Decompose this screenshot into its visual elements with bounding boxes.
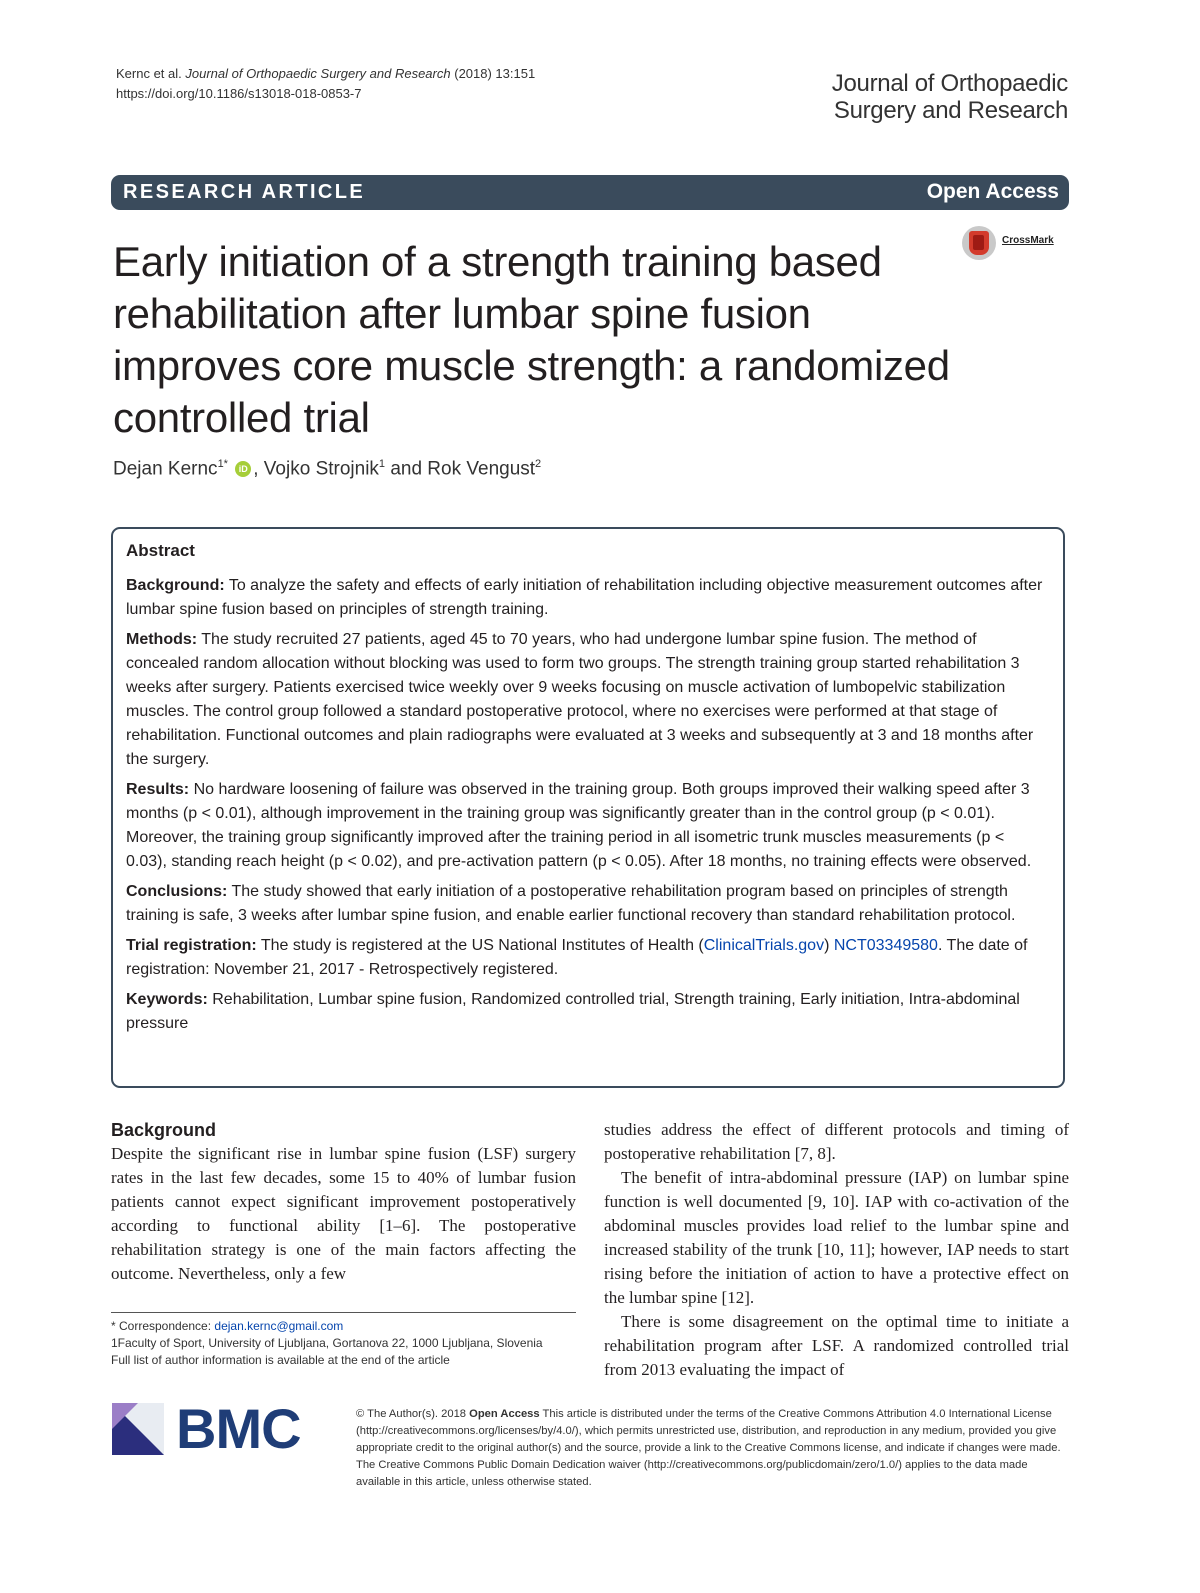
body-paragraph: The benefit of intra-abdominal pressure (IAP) on lumbar spine function is well documented [9, 10]. IAP with co-activation of the abdominal muscles provides load relief to the lumbar spine and increased stability of the trunk [10, 11]; however, IAP needs to start rising before the initiation of action to have a protective effect on the lumbar spine [12]. [604,1168,1069,1307]
body-paragraph: Despite the significant rise in lumbar spine fusion (LSF) surgery rates in the last few decades, some 15 to 40% of lumbar fusion patients cannot expect significant improvement postoperatively according to functional ability [1–6]. The postoperative rehabilitation strategy is one of the main factors affecting the outcome. Nevertheless, only a few [111,1144,576,1283]
abstract-heading: Abstract [126,541,195,560]
journal-name-line2: Surgery and Research [833,97,1068,124]
clinicaltrials-link[interactable]: ClinicalTrials.gov [703,937,825,954]
article-title: Early initiation of a strength training based rehabilitation after lumbar spine fusion improves core muscle strength: a randomized controlled trial [113,238,950,441]
author-affil-sup: 2 [535,458,542,470]
abstract-methods: Methods: The study recruited 27 patients, aged 45 to 70 years, who had undergone lumbar spine fusion. The method of concealed random allocation without blocking was used to form two groups. The strength training group started rehabilitation 3 weeks after surgery. Patients exercised twice weekly over 9 weeks focusing on muscle activation of lumbopelvic stabilization muscles. The control group followed a standard postoperative protocol, where no exercises were performed at that stage of rehabilitation. Functional outcomes and plain radiographs were evaluated at 3 weeks and subsequently at 3 and 18 months after the surgery. [126,631,1034,768]
email-link[interactable]: dejan.kernc@gmail.com [214,1319,344,1333]
crossmark-badge[interactable] [962,226,1070,260]
citation-volume: (2018) 13:151 [454,66,536,81]
nct-link[interactable]: NCT03349580 [833,937,938,954]
bmc-logo-text: BMC [176,1397,301,1460]
body-left-column [111,1118,576,1286]
abstract-keywords: Keywords: Rehabilitation, Lumbar spine fusion, Randomized controlled trial, Strength training, Early initiation, Intra-abdominal pressure [126,991,1020,1032]
crossmark-label: CrossMark [1002,235,1054,246]
body-paragraph: studies address the effect of different protocols and timing of postoperative rehabilitation [7, 8]. [604,1120,1069,1163]
article-type: RESEARCH ARTICLE [123,181,366,203]
author-name[interactable]: , Vojko Strojnik [253,458,379,480]
citation-authors: Kernc et al. [116,66,182,81]
article-banner [111,175,1069,210]
citation-journal: Journal of Orthopaedic Surgery and Research [185,66,451,81]
author-info-note: Full list of author information is available at the end of the article [111,1353,450,1367]
author-name[interactable]: and Rok Vengust [385,458,536,480]
correspondence: * Correspondence: dejan.kernc@gmail.com [111,1319,344,1333]
open-access-label: Open Access [926,180,1059,203]
doi-link[interactable]: https://doi.org/10.1186/s13018-018-0853-7 [116,86,362,101]
body-paragraph: There is some disagreement on the optimal time to initiate a rehabilitation program after LSF. A randomized controlled trial from 2013 evaluating the impact of [604,1312,1069,1379]
footnote-divider [111,1312,576,1313]
abstract-trial-registration: Trial registration: The study is registered at the US National Institutes of Health (ClinicalTrials.gov) NCT03349580. The date of registration: November 21, 2017 - Retrospectively registered. [126,937,1028,978]
orcid-icon[interactable]: iD [235,461,251,477]
citation-header [116,64,535,104]
abstract-background: Background: To analyze the safety and effects of early initiation of rehabilitation including objective measurement outcomes after lumbar spine fusion based on principles of strength training. [126,577,1043,618]
bmc-logo[interactable] [112,1397,332,1460]
journal-name [832,70,1068,124]
footnotes [111,1318,576,1369]
crossmark-icon [962,226,996,260]
journal-name-line1: Journal of Orthopaedic [831,70,1068,97]
abstract-results: Results: No hardware loosening of failure was observed in the training group. Both groups improved their walking speed after 3 months (p < 0.01), although improvement in the training group was significantly greater than in the control group (p < 0.01). Moreover, the training group significantly improved after the training period in all isometric trunk muscles measurements (p < 0.03), standing reach height (p < 0.02), and pre-activation pattern (p < 0.05). After 18 months, no training effects were observed. [126,781,1032,870]
author-name[interactable]: Dejan Kernc [113,458,218,480]
citation-line [116,64,535,84]
author-affil-sup: 1 [378,458,386,470]
license-statement: © The Author(s). 2018 Open Access This article is distributed under the terms of the Creative Commons Attribution 4.0 International License (http://creativecommons.org/licenses/by/4.0/), which permits unrestricted use, distribution, and reproduction in any medium, provided you give appropriate credit to the original author(s) and the source, provide a link to the Creative Commons license, and indicate if changes were made. The Creative Commons Public Domain Dedication waiver (http://creativecommons.org/publicdomain/zero/1.0/) applies to the data made available in this article, unless otherwise stated. [356,1408,1061,1488]
bmc-logo-icon [112,1403,164,1455]
author-list [113,458,541,480]
open-access-note: Open Access [469,1408,540,1420]
body-right-column [604,1118,1069,1382]
abstract-conclusions: Conclusions: The study showed that early initiation of a postoperative rehabilitation program based on principles of strength training is safe, 3 weeks after lumbar spine fusion, and enable earlier functional recovery than standard rehabilitation protocol. [126,883,1016,924]
section-heading: Background [111,1120,217,1140]
abstract-box [111,527,1065,1088]
author-affil-sup: 1* [217,458,228,470]
affiliation: 1Faculty of Sport, University of Ljubljana, Gortanova 22, 1000 Ljubljana, Slovenia [111,1336,543,1350]
